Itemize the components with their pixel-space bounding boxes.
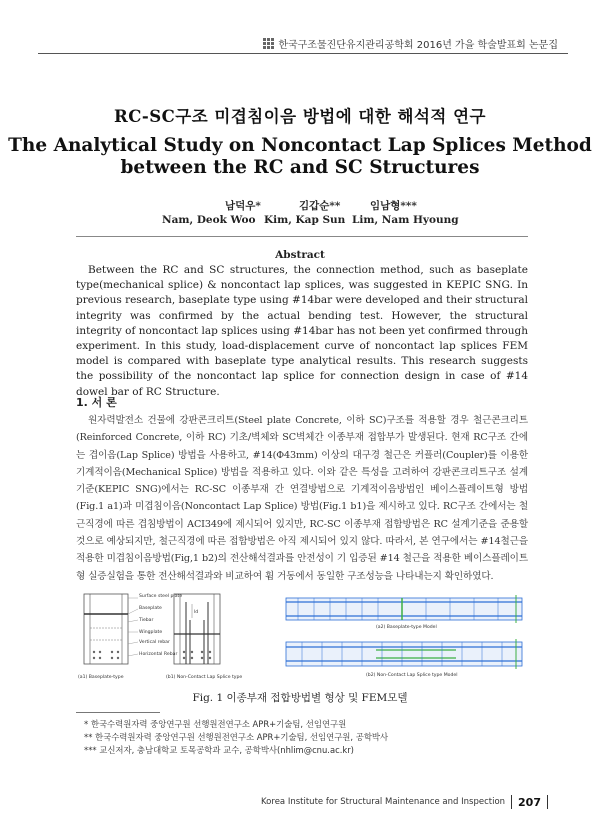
figure-1-graphic <box>76 592 528 682</box>
label-wingplate: Wingplate <box>139 630 163 635</box>
abstract-text: Between the RC and SC structures, the connection method, such as baseplate type(mechanical splice) & noncontact lap splices, was suggested in KEPIC SNG. In previous research, baseplate type using #14bar were developed and their structural integrity was confirmed by the actual bending test. However, the structural integrity of noncontact lap splices using #14bar has not been yet confirmed through experiment. In this study, load-displacement curve of noncontact lap splices FEM model is compared with baseplate type analytical results. This research suggests the possibility of the noncontact lap splice for connection design in case of #14 dowel bar of RC Structure. <box>76 264 528 398</box>
figure-caption: Fig. 1 이종부재 접합방법별 형상 및 FEM모델 <box>192 692 408 704</box>
figure-1 <box>76 592 528 682</box>
footnote-3: *** 교신저자, 충남대학교 토목공학과 교수, 공학박사(nhlim@cnu.ac.kr) <box>84 745 354 755</box>
section-heading: 1. 서 론 <box>76 396 117 409</box>
running-header <box>263 36 558 51</box>
authors-rule <box>76 236 528 237</box>
author-1-korean: 남덕우* <box>225 200 261 212</box>
fem-model-baseplate <box>286 595 522 630</box>
author-3-english: Lim, Nam Hyoung <box>352 214 459 226</box>
footnote-1: * 한국수력원자력 중앙연구원 선행원전연구소 APR+기술팀, 선임연구원 <box>84 719 347 729</box>
schematic-lap-splice <box>166 594 242 680</box>
label-b1: (b1) Non-Contact Lap Splice type <box>166 675 243 680</box>
label-b2: (b2) Non-Contact Lap Splice type Model <box>366 673 458 678</box>
grid-dots-icon <box>263 38 274 49</box>
footnote-rule <box>76 712 160 713</box>
title-english <box>0 135 600 179</box>
label-a1: (a1) Baseplate-type <box>78 675 124 680</box>
title-korean: RC-SC구조 미겹침이음 방법에 대한 해석적 연구 <box>114 107 486 126</box>
header-rule <box>38 53 568 54</box>
label-horizontal-rebar: Horizontal Rebar <box>139 652 178 657</box>
abstract-heading: Abstract <box>275 249 325 261</box>
title-english-line1: The Analytical Study on Noncontact Lap Splices Method <box>8 135 592 156</box>
fem-model-lap-splice <box>286 639 522 678</box>
footer-divider-right <box>547 795 548 809</box>
label-vertical-rebar: Vertical rebar <box>139 640 170 645</box>
footer-society: Korea Institute for Structural Maintenance and Inspection <box>261 797 506 807</box>
page-number: 207 <box>518 795 541 809</box>
journal-name: 한국구조물진단유지관리공학회 2016년 가을 학술발표회 논문집 <box>278 40 558 51</box>
page-footer <box>261 795 548 809</box>
footnote-2: ** 한국수력원자력 중앙연구원 선행원전연구소 APR+기술팀, 선임연구원, 공학박사 <box>84 732 389 742</box>
footer-divider <box>511 795 512 809</box>
schematic-baseplate <box>78 593 182 680</box>
label-a2: (a2) Baseplate-type Model <box>376 625 437 630</box>
label-ld: ld <box>194 610 199 615</box>
label-baseplate: Baseplate <box>139 606 162 611</box>
title-english-line2: between the RC and SC Structures <box>120 157 480 178</box>
author-3-korean: 임남형*** <box>370 200 417 212</box>
label-tiebar: Tiebar <box>139 618 154 623</box>
author-1-english: Nam, Deok Woo <box>162 214 256 226</box>
section-body: 원자력발전소 건물에 강판콘크리트(Steel plate Concrete, 이하 SC)구조를 적용할 경우 철근콘크리트(Reinforced Concrete, 이하 RC) 기초/벽체와 SC벽체간 이종부재 접합부가 발생된다. 현재 RC구조 간에는 겹이음(Lap Splice) 방법을 사용하고, #14(Φ43mm) 이상의 대구경 철근은 커플러(Coupler)를 이용한 기계적이음(Mechanical Splice) 방법을 적용하고 있다. 이와 같은 특성을 고려하여 강판콘크리트구조 설계기준(KEPIC SNG)에서는 RC-SC 이종부재 간 연결방법으로 기계적이음방법인 베이스플레이트형 방법(Fig.1 a1)과 미겹침이음(Noncontact Lap Splice) 방법(Fig.1 b1)을 제시하고 있다. RC구조 간에서는 철근직경에 따른 겹침방법이 ACI349에 제시되어 있지만, RC-SC 이종부재 접합방법은 RC 설계기준을 준용할 것으로 예상되지만, 철근직경에 따른 접합방법은 아직 제시되어 있지 않다. 따라서, 본 연구에서는 #14철근을 적용한 미겹침이음방법(Fig,1 b2)의 전산해석결과를 안전성이 기 입증된 #14 철근을 적용한 베이스플레이트형 실증실험을 통한 전산해석결과와 비교하여 휨 거동에서 동일한 구조성능을 나타내는지 확인하였다. <box>76 415 528 582</box>
label-surface-steel-plate: Surface steel plate <box>139 594 183 599</box>
author-2-korean: 김갑순** <box>299 200 341 212</box>
author-2-english: Kim, Kap Sun <box>264 214 346 226</box>
